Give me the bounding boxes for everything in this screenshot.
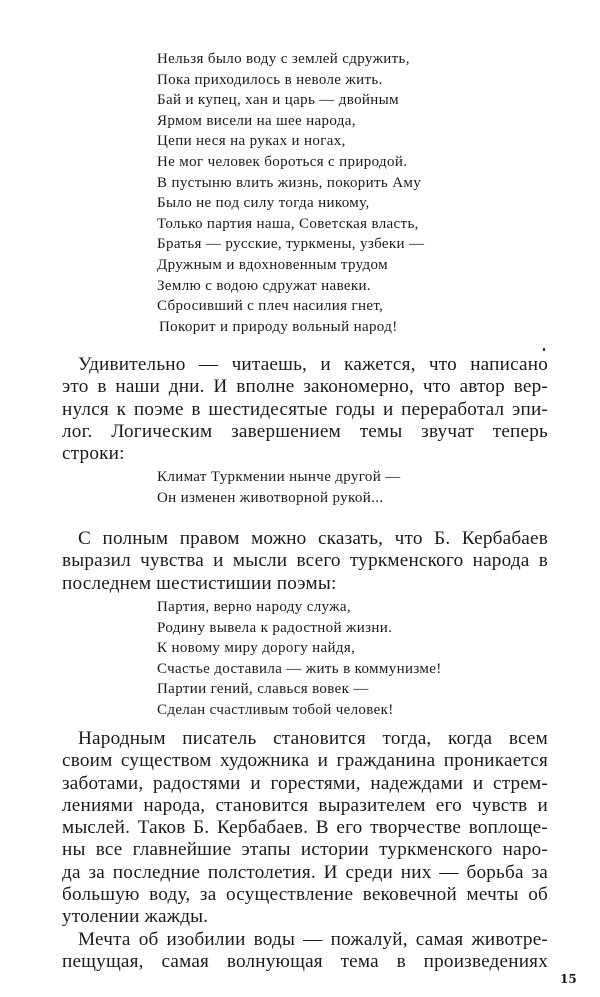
verse-line: Партия, верно народу служа, bbox=[157, 599, 352, 615]
verse-line: Было не под силу тогда никому, bbox=[157, 195, 370, 212]
paragraph-line: Мечта об изобилии воды — пожалуй, самая животре- bbox=[78, 929, 548, 950]
verse-line: К новому миру дорогу найдя, bbox=[157, 640, 356, 657]
poem-excerpt-2 bbox=[157, 467, 401, 508]
verse-line: Сбросивший с плеч насилия гнет, bbox=[157, 298, 384, 315]
paragraph-4 bbox=[62, 929, 548, 974]
paragraph-line: Удивительно — читаешь, и кажется, что написано bbox=[78, 354, 548, 375]
paragraph-line: пещущая, самая волнующая тема в произведениях bbox=[62, 951, 548, 973]
paragraph-line: Народным писатель становится тогда, когда всем bbox=[78, 728, 548, 749]
paragraph-line: утолении жажды. bbox=[62, 906, 209, 928]
verse-line: Он изменен животворной рукой... bbox=[157, 489, 384, 506]
verse-line: Счастье доставила — жить в коммунизме! bbox=[157, 660, 442, 677]
paragraph-line: ны все главнейшие этапы истории туркменского наро- bbox=[62, 839, 548, 861]
paragraph-line: это в наши дни. И вполне закономерно, что автор вер- bbox=[62, 376, 548, 398]
verse-line: В пустыню влить жизнь, покорить Аму bbox=[157, 174, 422, 191]
paragraph-line: да за последние полстолетия. И среди них — борьба за bbox=[62, 861, 548, 883]
verse-line: Землю с водою сдружат навеки. bbox=[157, 277, 372, 294]
paragraph-line: С полным правом можно сказать, что Б. Кербабаев bbox=[78, 528, 548, 549]
verse-line: Братья — русские, туркмены, узбеки — bbox=[157, 236, 425, 253]
paragraph-line: большую воду, за осуществление вековечной мечты об bbox=[62, 884, 548, 906]
verse-line: Не мог человек бороться с природой. bbox=[157, 153, 408, 170]
verse-line: Нельзя было воду с землей сдружить, bbox=[157, 51, 410, 67]
poem-excerpt-3 bbox=[157, 597, 442, 721]
verse-line: Партии гений, славься вовек — bbox=[157, 681, 369, 698]
paragraph-line: своим существом художника и гражданина проникается bbox=[62, 750, 548, 772]
verse-line: Покорит и природу вольный народ! bbox=[159, 318, 398, 335]
verse-line: Цепи неся на руках и ногах, bbox=[157, 133, 346, 150]
print-speck bbox=[543, 348, 545, 351]
paragraph-line: нулся к поэме в шестидесятые годы и переработал эпи- bbox=[62, 398, 548, 420]
paragraph-2 bbox=[62, 528, 548, 595]
paragraph-line: строки: bbox=[62, 443, 125, 465]
verse-line: Ярмом висели на шее народа, bbox=[157, 112, 356, 129]
verse-line: Родину вывела к радостной жизни. bbox=[157, 619, 393, 636]
paragraph-line: лог. Логическим завершением темы звучат теперь bbox=[62, 420, 548, 442]
paragraph-line: мыслей. Таков Б. Кербабаев. В его творчестве воплоще- bbox=[62, 817, 548, 839]
page-number: 15 bbox=[560, 972, 577, 986]
paragraph-3 bbox=[62, 728, 548, 929]
verse-line: Пока приходилось в неволе жить. bbox=[157, 71, 383, 88]
verse-line: Сделан счастливым тобой человек! bbox=[157, 701, 394, 718]
verse-line: Климат Туркмении нынче другой — bbox=[157, 469, 401, 485]
poem-excerpt-1 bbox=[157, 49, 424, 337]
paragraph-line: заботами, радостями и горестями, надеждами и стрем- bbox=[62, 772, 548, 794]
paragraph-line: последнем шестистишии поэмы: bbox=[62, 572, 337, 594]
paragraph-1 bbox=[62, 354, 548, 465]
paragraph-line: выразил чувства и мысли всего туркменского народа в bbox=[62, 550, 548, 572]
verse-line: Бай и купец, хан и царь — двойным bbox=[157, 92, 399, 109]
verse-line: Дружным и вдохновенным трудом bbox=[157, 256, 388, 273]
verse-line: Только партия наша, Советская власть, bbox=[157, 215, 419, 232]
paragraph-line: лениями народа, становится выразителем его чувств и bbox=[62, 794, 548, 816]
